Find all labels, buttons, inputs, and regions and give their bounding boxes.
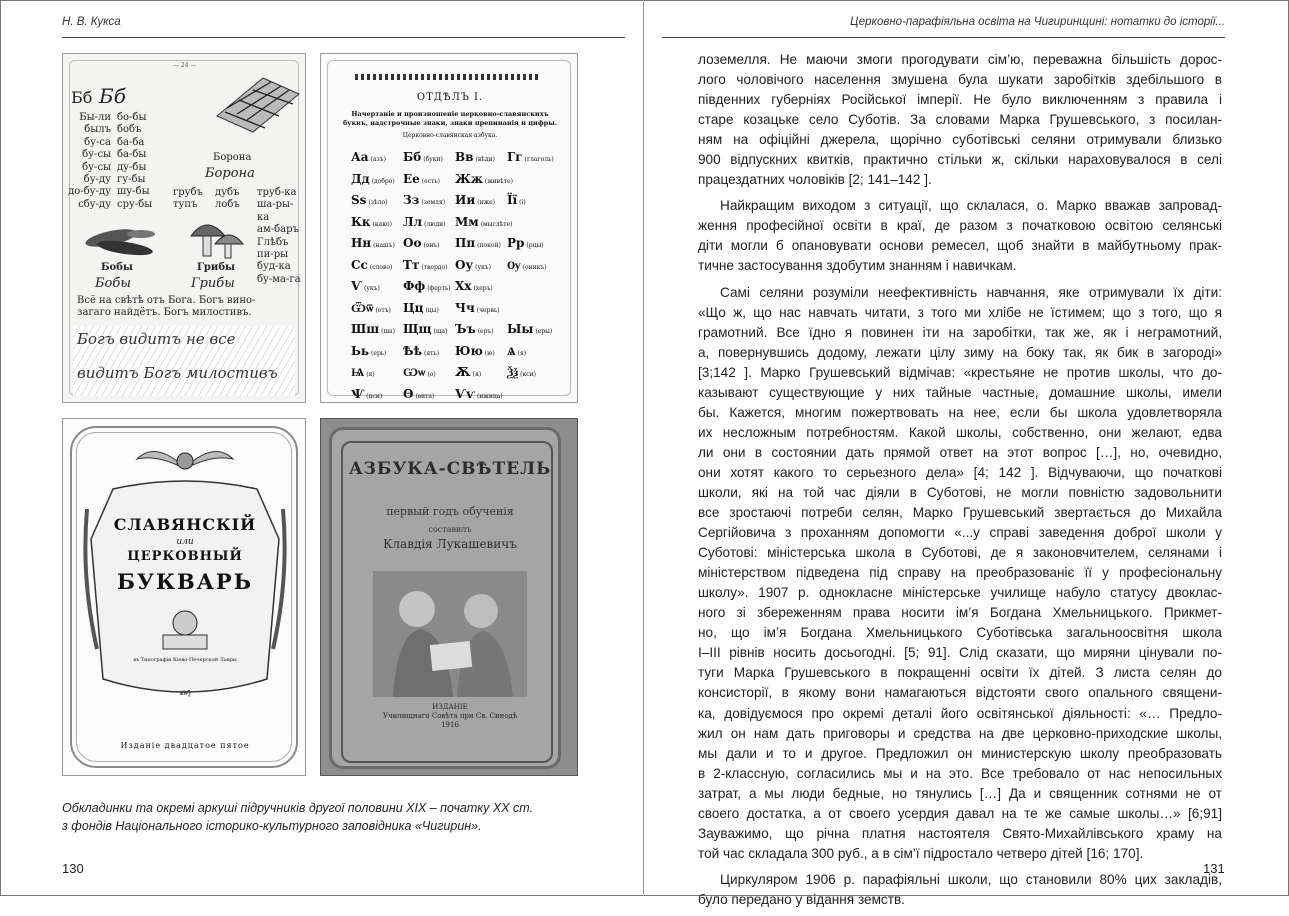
text-line: Зауважимо, що річна платня настоятеля Свято-Михайлівського храму на [698, 825, 1222, 841]
section-title: ОТДѢЛЪ I. [416, 92, 484, 103]
text-line: старе козацьке село Суботів. За словами Марка Грушевського, з посилан- [698, 112, 1222, 128]
letter-cell: Ѿѿ (отъ) [351, 300, 391, 315]
plate-azbuka-page [62, 53, 306, 403]
children-reading-illustration [373, 571, 527, 697]
table-row [351, 363, 561, 385]
left-page-number: 130 [62, 861, 84, 876]
letter-cell: Ии (иже) [455, 193, 496, 207]
letter-cell: Сс (слово) [351, 257, 393, 272]
letter-cell: Вв (вѣди) [455, 150, 495, 164]
text-line: жил он нам дать приговоры и средства на две церковно-приходские школы, [698, 725, 1222, 741]
letter-cell: Ѵ (укъ) [351, 279, 380, 293]
text-line: [3;142 ]. Марко Грушевський відмічав: «крестьяне не против школы, что до- [698, 364, 1222, 380]
cover-publisher: ИЗДАНІЕ Училищнаго Совѣта при Св. Синодѣ 1916 [382, 703, 518, 729]
table-row [351, 385, 561, 404]
letter-cell: Цц (цы) [403, 300, 439, 315]
text-line: все зростаючі потреби селян, Марко Грушевський звертається до Михайла [698, 505, 1222, 521]
ornament-band [355, 74, 541, 80]
table-subtitle: Начертаніе и произношеніе церковно-славянскихъ буквъ, надстрочные знаки, знаки препинанія и цифры. [342, 110, 558, 127]
table-row [351, 342, 561, 364]
text-line: бы. Кажется, многим пожертвовать на нее, если бы школа удовлетворяла [698, 404, 1222, 420]
left-header-rule [62, 37, 625, 38]
letter-cell: Ѵѵ (ижица) [455, 386, 503, 401]
letter-cell: Ѧ (я) [507, 343, 527, 358]
text-line: було передано у відання земств. [698, 891, 905, 907]
left-running-head: Н. В. Кукса [62, 16, 121, 28]
label-borona-script: Борона [205, 166, 255, 181]
middle-words-2: дубъ лобъ [215, 187, 240, 210]
bukvar-imprint: въ Типографіи Кіево-Печерской Лавры [133, 657, 237, 663]
text-line: школи, які на той час діяли в Суботові, не могли повністю задовольнити [698, 484, 1222, 500]
letter-cell: Хх (херъ) [455, 279, 493, 293]
bukvar-line-3: ЦЕРКОВНЫЙ [127, 549, 243, 564]
small-heading: Церковно-славянская азбука. [402, 132, 498, 139]
letter-cell: Зз (земля) [403, 193, 446, 207]
letter-cell: Ьь (ерь) [351, 343, 387, 358]
text-line: 900 відпускних квитків, практично стільки ж, скільки нараховувалося в селі [698, 152, 1222, 168]
text-line: південних губерніях Російської імперії. Не було виключенням з правила і [698, 92, 1222, 108]
letter-cell: Рр (рцы) [507, 236, 544, 250]
letter-cell: Ѫ (я) [455, 365, 482, 379]
letter-cell: Ѕѕ (зѣло) [351, 193, 388, 207]
text-line: Сергійовича з проханням допомогти «...у справі заведення доброї школи у [698, 525, 1222, 541]
proverb: Всё на свѣтѣ отъ Бога. Богъ вино- загаго найдётъ. Богъ милостивъ. [77, 295, 256, 318]
letter-cell: Кк (како) [351, 214, 392, 229]
table-row [351, 299, 561, 321]
text-line: ного зі збереженням права носити ім’я Богдана Хмельницького. Прикмет- [698, 605, 1222, 621]
letter-cell: Ѩ (я) [351, 365, 375, 379]
text-line: мы дали и то и другое. Предложил он министерскую школу преобразовать [698, 745, 1222, 761]
text-line: но, що ім’я Богдана Хмельницького Суботівська загальноосвітня школа [698, 625, 1222, 641]
text-line: казывают существующие у них тайные частные, домашние школы, имели [698, 384, 1222, 400]
script-line-1: Богъ видитъ не все [77, 330, 236, 348]
letter-cell: Фф (ферть) [403, 279, 451, 293]
text-line: их несложным потребностям. Какой школы, собственно, они желают, едва [698, 424, 1222, 440]
text-line: міністерством підведена під справу на преобразованіє її у професіональну [698, 565, 1222, 581]
right-words: труб-ка ша-ры-ка ам-баръ Глѣбъ пи-ры буд-ка бу-ма-га [257, 187, 301, 285]
text-line: школу». 1907 р. однокласне міністерське училище набуло статусу двоклас- [698, 585, 1222, 601]
text-line: Самі селяни розуміли неефективність навчання, яке отримували їх діти: [720, 284, 1222, 300]
plate-book-cover [320, 418, 578, 776]
cover-title: АЗБУКА-СВѢТЕЛЬ [348, 459, 552, 479]
page-number-small: — 24 — [173, 62, 197, 69]
letter-cell: Ѯѯ (кси) [507, 365, 536, 379]
text-line: ження професійної освіти в краї, де разом з початковою освітою селянські [698, 218, 1222, 234]
cover-author: Клавдія Лукашевичъ [383, 537, 517, 551]
right-page-number: 131 [1203, 861, 1225, 876]
letter-cell: Мм (мыслѣте) [455, 214, 513, 229]
table-row [351, 277, 561, 299]
text-line: своего достатка, а от своего усердия давал на те же самые школы…» [6;91] [698, 805, 1222, 821]
letter-cell: Шш (ша) [351, 322, 395, 336]
letter-cell: Оо (онъ) [403, 236, 440, 250]
paragraph [698, 50, 1222, 190]
right-header-rule [662, 37, 1225, 38]
letter-cell: Ѳ (ѳита) [403, 386, 435, 401]
letter-cell: Пп (покой) [455, 236, 501, 250]
letter-cell: Щщ (ща) [403, 322, 448, 336]
table-row [351, 213, 561, 235]
table-row [351, 170, 561, 192]
text-line: ням на офіційні джерела, щорічно суботівські селяни отримували близько [698, 132, 1222, 148]
middle-words: грубъ тупъ [173, 187, 203, 210]
letter-cell: Ѣѣ (ять) [403, 343, 440, 358]
text-line: затрат, а мы люди бедные, но тянулись […] Да и священник сотнями не от [698, 785, 1222, 801]
cover-subtitle: первый годъ обученія [386, 505, 514, 518]
text-line: они хотят какого то серьезного дела» [4; 142 ]. Відчуваючи, що початкові [698, 464, 1222, 480]
text-line: тичне застосування здобутим знанням і навичкам. [698, 258, 1017, 274]
body-text [698, 50, 1222, 916]
paragraph [698, 283, 1222, 864]
big-letters: Бб [71, 88, 93, 107]
paragraph [698, 196, 1222, 276]
text-line: Циркуляром 1906 р. парафіяльні школи, що становили 80% цих закладів, [720, 871, 1222, 887]
bukvar-line-1: СЛАВЯНСКІЙ [113, 515, 257, 534]
table-row [351, 320, 561, 342]
letter-cell: Нн (нашъ) [351, 236, 395, 250]
text-line: в 2-классную, согласились мы и на это. Все требовало от нас непосильных [698, 765, 1222, 781]
letter-cell: Тт (твердо) [403, 257, 448, 272]
bukvar-line-2: или [176, 537, 194, 547]
syllable-columns: Бы-ли бо-бы былъ бобъ бу-са ба-ба бу-сы ба-бы бу-сы ду-бы бу-ду гу-бы до-бу-ду шу-бы сбу-ду сру-бы [68, 112, 153, 210]
letter-cell: Ѱ (пси) [351, 386, 383, 401]
gutter [643, 0, 644, 896]
bukvar-edition: Изданіе двадцатое пятое [120, 741, 250, 750]
text-line: лоземелля. Не маючи змоги прогодувати сім’ю, переважна більшість дорос- [698, 52, 1222, 67]
text-line: туги Марка Грушевського в покращенні освіти їх дітей. З листа селян до [698, 665, 1222, 681]
paragraph [698, 870, 1222, 910]
right-running-head: Церковно-парафіяльна освіта на Чигиринщині: нотатки до історії... [850, 16, 1225, 28]
letter-cell: Ее (есть) [403, 171, 440, 186]
label-boby-script: Бобы [95, 276, 131, 291]
harrow-illustration [213, 72, 301, 134]
figure-caption: Обкладинки та окремі аркуші підручників другої половини ХІХ – початку ХХ ст. з фондів Національного історико-культурного заповідника «Чигирин». [62, 801, 534, 833]
label-griby: Грибы [197, 262, 236, 273]
label-borona: Борона [213, 152, 252, 163]
letter-cell: Чч (червь) [455, 300, 500, 315]
letter-cell: Дд (добро) [351, 171, 395, 186]
slavonic-letter-table [351, 148, 561, 403]
label-griby-script: Грибы [191, 276, 235, 291]
table-row [351, 148, 561, 170]
letter-cell: Ъъ (еръ) [455, 322, 494, 336]
text-line: лого чоловічого населення змушена була шукати заробітків здебільшого в [698, 72, 1222, 88]
table-row [351, 191, 561, 213]
bukvar-line-4: БУКВАРЬ [116, 569, 254, 594]
letter-cell: Аа (азъ) [351, 150, 386, 164]
script-letters: Бб [99, 84, 126, 108]
text-line: консисторії, в якому вони намагаються відстояти свого опального священи- [698, 685, 1222, 701]
letter-cell: Бб (буки) [403, 150, 443, 164]
text-line: І–ІІІ рівнів носить досьогодні. [5; 91]. Слід сказати, що миряни цінували по- [698, 645, 1222, 661]
cherub-ornament [133, 439, 237, 479]
letter-cell: Ыы (еры) [507, 322, 553, 336]
text-line: а, повернувшись додому, лежати цілу зиму на боку так, як бик в загороді» [698, 344, 1222, 360]
text-line: «Що ж, що нас навчать читати, з того ми хлібе не їстимем; що з того, що я [698, 304, 1222, 320]
letter-cell: Ѹ (оникъ) [507, 257, 547, 272]
text-line: Суботові: міністерська школа в Суботові, де я законовчителем, селянами і [698, 545, 1222, 561]
letter-cell: Оу (укъ) [455, 257, 491, 272]
beans-illustration [81, 222, 159, 260]
letter-cell: Ѡѡ (о) [403, 365, 436, 379]
text-line: ка, довідуємося про окремі деталі його освітянської діяльності: «… Предло- [698, 705, 1222, 721]
mushrooms-illustration [185, 214, 247, 262]
table-row [351, 234, 561, 256]
label-boby: Бобы [101, 262, 133, 273]
text-line: Найкращим виходом з ситуації, що склалася, о. Марко вважав запровад- [720, 198, 1222, 214]
plate-alphabet-table [320, 53, 578, 403]
plate-bukvar-title [62, 418, 306, 776]
text-line: ли они в состоянии дать прямой ответ на этот вопрос […], но, очевидно, [698, 444, 1222, 460]
cover-composed: составилъ [428, 525, 472, 534]
letter-cell: Жж (живѣте) [455, 171, 513, 186]
text-line: той час складала 300 руб., а в сім’ї підростало четверо дітей [16; 170]. [698, 845, 1144, 861]
letter-cell: Лл (люди) [403, 214, 446, 229]
table-row [351, 256, 561, 278]
text-line: діти могли б опановувати основи ремесел, щоб знайти в майбутньому прак- [698, 238, 1222, 254]
letter-cell: Юю (ю) [455, 343, 495, 358]
text-line: грамотний. Все їдно я повинен іти на заробітки, так же, як і неграмотний, [698, 324, 1222, 340]
bukvar-year: ѧ҃ѡ҃ѯ [179, 689, 191, 697]
letter-cell: Її (і) [507, 193, 526, 207]
script-line-2: видитъ Богъ милостивъ [77, 364, 278, 382]
letter-cell: Гг (глаголь) [507, 150, 554, 164]
text-line: працездатних чоловіків [2; 141–142 ]. [698, 172, 932, 188]
